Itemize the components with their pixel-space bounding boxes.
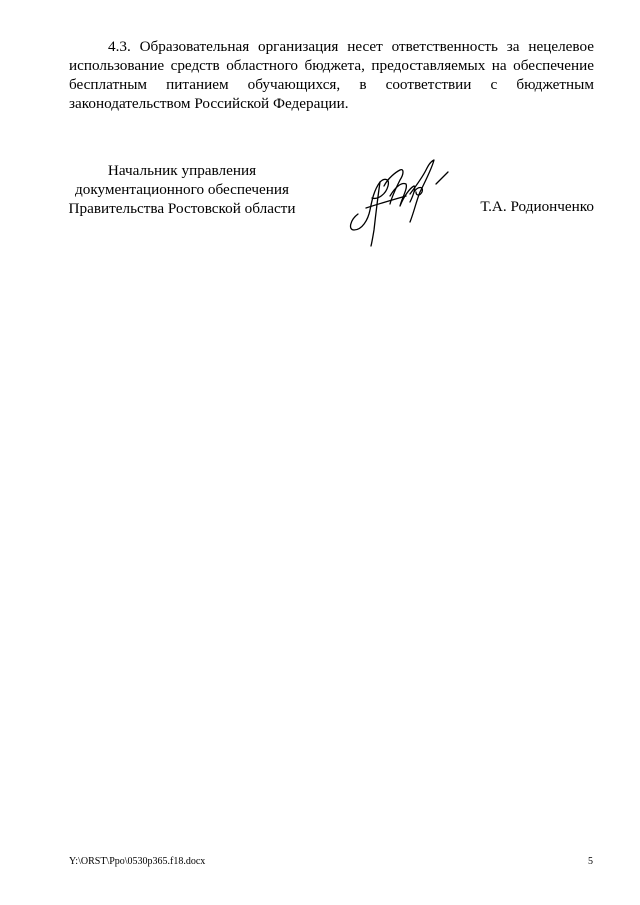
footer-file-path: Y:\ORST\Ppo\0530p365.f18.docx: [69, 856, 206, 867]
signatory-title-line-1: Начальник управления: [107, 162, 257, 179]
signatory-title: [60, 161, 304, 218]
signatory-name: Т.А. Родионченко: [480, 198, 594, 215]
footer-page-number: 5: [588, 856, 593, 867]
paragraph-4-3: 4.3. Образовательная организация несет ответственность за нецелевое использование средств областного бюджета, предоставляемых на обеспечение бесплатным питанием обучающихся, в соответствии с бюджетным законодательством Российской Федерации.: [69, 38, 594, 112]
signatory-title-line-3: Правительства Ростовской области: [68, 200, 296, 217]
signatory-title-line-2: документационного обеспечения: [75, 181, 289, 198]
handwritten-signature: [344, 156, 452, 248]
